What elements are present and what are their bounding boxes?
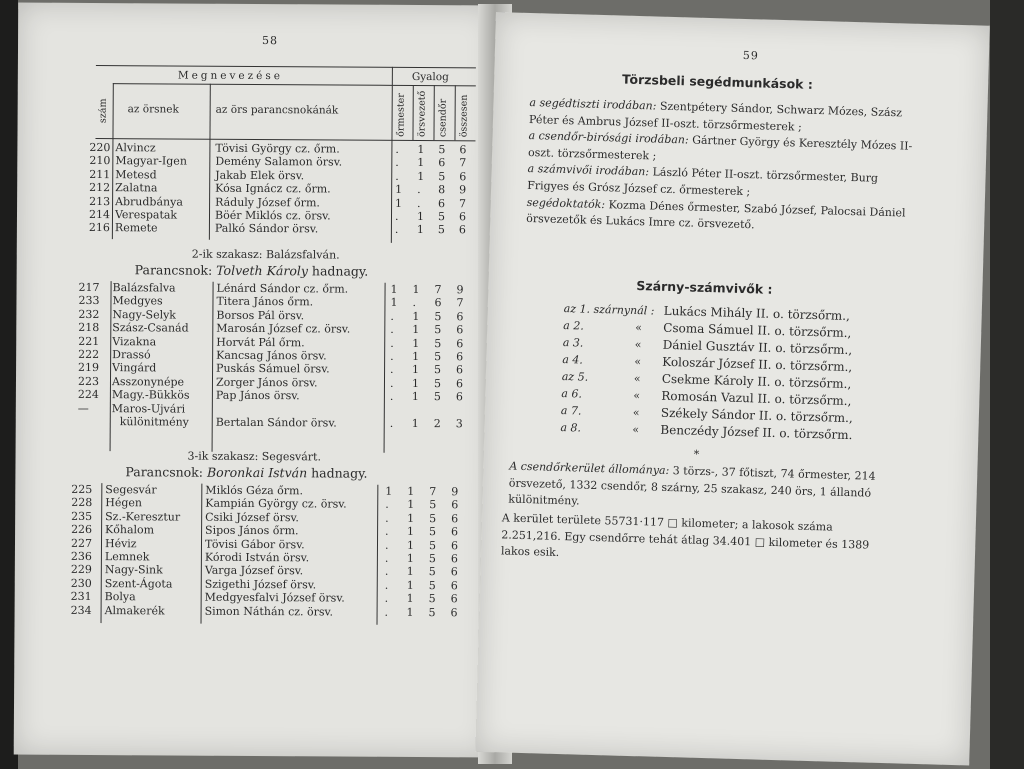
terulet-paragraph: A kerület területe 55731·117 □ kilometer; a lakosok száma 2.251,216. Egy csendőrre tehát átlag 34.401 □ kilometer és 1389 lakos esik. <box>500 511 870 560</box>
header-gyalog: Gyalog <box>411 70 449 84</box>
header-col-osszesen: összesen <box>458 94 470 138</box>
allomany-paragraph: A csendőrkerület állománya: 3 törzs-, 37 főtiszt, 74 őrmester, 214 örsvezető, 1332 csendőr, 8 szárny, 25 szakasz, 240 örs, 1 állandó különitmény. <box>508 459 876 508</box>
s1-station-names: Alvincz Magyar-Igen Metesd Zalatna Abrudbánya Verespatak Remete <box>114 141 187 235</box>
s3-station-names: Segesvár Hégen Sz.-Keresztur Kőhalom Héviz Lemnek Nagy-Sink Szent-Ágota Bolya Almakerék <box>104 483 181 617</box>
s2-col-ormester: 1 1 . . . . . . . . <box>389 282 398 430</box>
header-col-orsvezeto: örsvezető <box>416 90 428 138</box>
header-col-csendor: csendőr <box>437 98 449 138</box>
title-szarny-szamvivok: Szárny-számvivők : <box>636 278 773 297</box>
page-number: 59 <box>742 48 760 63</box>
s2-szakasz: 2-ik szakasz: Balázsfalván. <box>191 247 340 262</box>
s2-col-csendor: 7 6 5 5 5 5 5 5 5 2 <box>433 283 442 431</box>
s1-col-orsvezeto: 1 1 1 . . 1 1 <box>416 142 425 237</box>
s2-nums: 217 233 232 218 221 222 219 223 224 — <box>77 280 100 415</box>
header-szam: szám <box>97 98 109 124</box>
s1-nums: 220 210 211 212 213 214 216 <box>88 140 111 235</box>
segedmunkasok-paragraph: a segédtiszti irodában: Szentpétery Sándor, Schwarz Mózes, Szász Péter és Ambrus József II-oszt. törzsőrmesterek ; a csendőr-birósági irodában: Gártner György és Keresztély Mózes II-oszt. törzsőrmesterek ; a számvivői irodában: László Péter II-oszt. törzsőrmester, Burg Frigyes és Grósz József cz. őrmesterek ; segédoktatók: Kozma Dénes őrmester, Szabó József, Palocsai Dániel örsvezetők és Lukács Imre cz. örsvezető. <box>526 95 913 232</box>
s1-commanders: Tövisi György cz. őrm. Demény Salamon örsv. Jakab Elek örsv. Kósa Ignácz cz. őrm. Ráduly József őrm. Böér Miklós cz. örsv. Palkó Sándor örsv. <box>214 141 343 236</box>
header-parancsnok: az örs parancsnokánák <box>215 103 339 117</box>
s1-col-osszesen: 6 7 6 9 7 6 6 <box>458 143 467 237</box>
s1-col-ormester: . . . 1 1 . . <box>394 142 403 237</box>
szamvivok-labels: az 1. szárnynál : a 2. a 3. a 4. az 5. a 6. a 7. a 8. <box>560 302 655 435</box>
s2-col-osszesen: 9 7 6 6 6 6 6 6 6 3 <box>455 283 464 431</box>
s2-parancsnok: Parancsnok: Tolveth Károly hadnagy. <box>134 262 369 279</box>
book-edge-right <box>990 0 1024 769</box>
header-megnevezese: Megnevezése <box>177 69 284 83</box>
s3-parancsnok: Parancsnok: Boronkai István hadnagy. <box>125 464 368 481</box>
s3-col-osszesen: 9 6 6 6 6 6 6 6 6 6 <box>450 485 459 619</box>
separator-star: * <box>693 447 700 461</box>
s3-nums: 225 228 235 226 227 236 229 230 231 234 <box>70 482 93 617</box>
s3-col-ormester: 1 . . . . . . . . . <box>384 484 393 619</box>
page-number: 58 <box>262 34 279 48</box>
s3-col-orsvezeto: 1 1 1 1 1 1 1 1 1 1 <box>406 484 415 619</box>
left-page <box>14 3 497 758</box>
s3-szakasz: 3-ik szakasz: Segesvárt. <box>187 449 322 464</box>
s2-col-orsvezeto: 1 . 1 1 1 1 1 1 1 1 <box>411 282 420 430</box>
szamvivok-ditto: « « « « « « « <box>632 321 643 437</box>
szamvivok-names: Lukács Mihály II. o. törzsőrm., Csoma Sámuel II. o. törzsőrm., Dániel Gusztáv II. o. törzsőrm., Koloszár József II. o. törzsőrm., Csekme Károly II. o. törzsőrm., Romosán Vazul II. o. törzsőrm., Székely Sándor II. o. törzsőrm., Benczédy József II. o. törzsőrm. <box>660 303 853 443</box>
s2-commanders: Lénárd Sándor cz. őrm. Titera János őrm. Borsos Pál örsv. Marosán József cz. örsv. Horvát Pál őrm. Kancsag János örsv. Puskás Sámuel örsv. Zorger János örsv. Pap János örsv. Bertalan Sándor örsv. <box>215 281 351 430</box>
title-torzsbeli: Törzsbeli segédmunkások : <box>621 71 814 92</box>
s1-col-csendor: 5 6 5 8 6 5 5 <box>437 143 446 237</box>
header-col-ormester: őrmester <box>395 93 407 137</box>
header-orsnek: az örsnek <box>127 103 179 116</box>
s3-commanders: Miklós Géza őrm. Kampián György cz. örsv. Csiki József örsv. Sipos János őrm. Tövisi Gábor örsv. Kórodi István örsv. Varga József örsv. Szigethi József örsv. Medgyesfalvi József örsv. Simon Náthán cz. örsv. <box>204 483 347 618</box>
s2-station-names: Balázsfalva Medgyes Nagy-Selyk Szász-Csanád Vizakna Drassó Vingárd Asszonynépe Magy.-Bükkös Maros-Ujvári különitmény <box>111 281 190 429</box>
s3-col-csendor: 7 5 5 5 5 5 5 5 5 5 <box>428 485 437 619</box>
right-page <box>475 12 989 766</box>
